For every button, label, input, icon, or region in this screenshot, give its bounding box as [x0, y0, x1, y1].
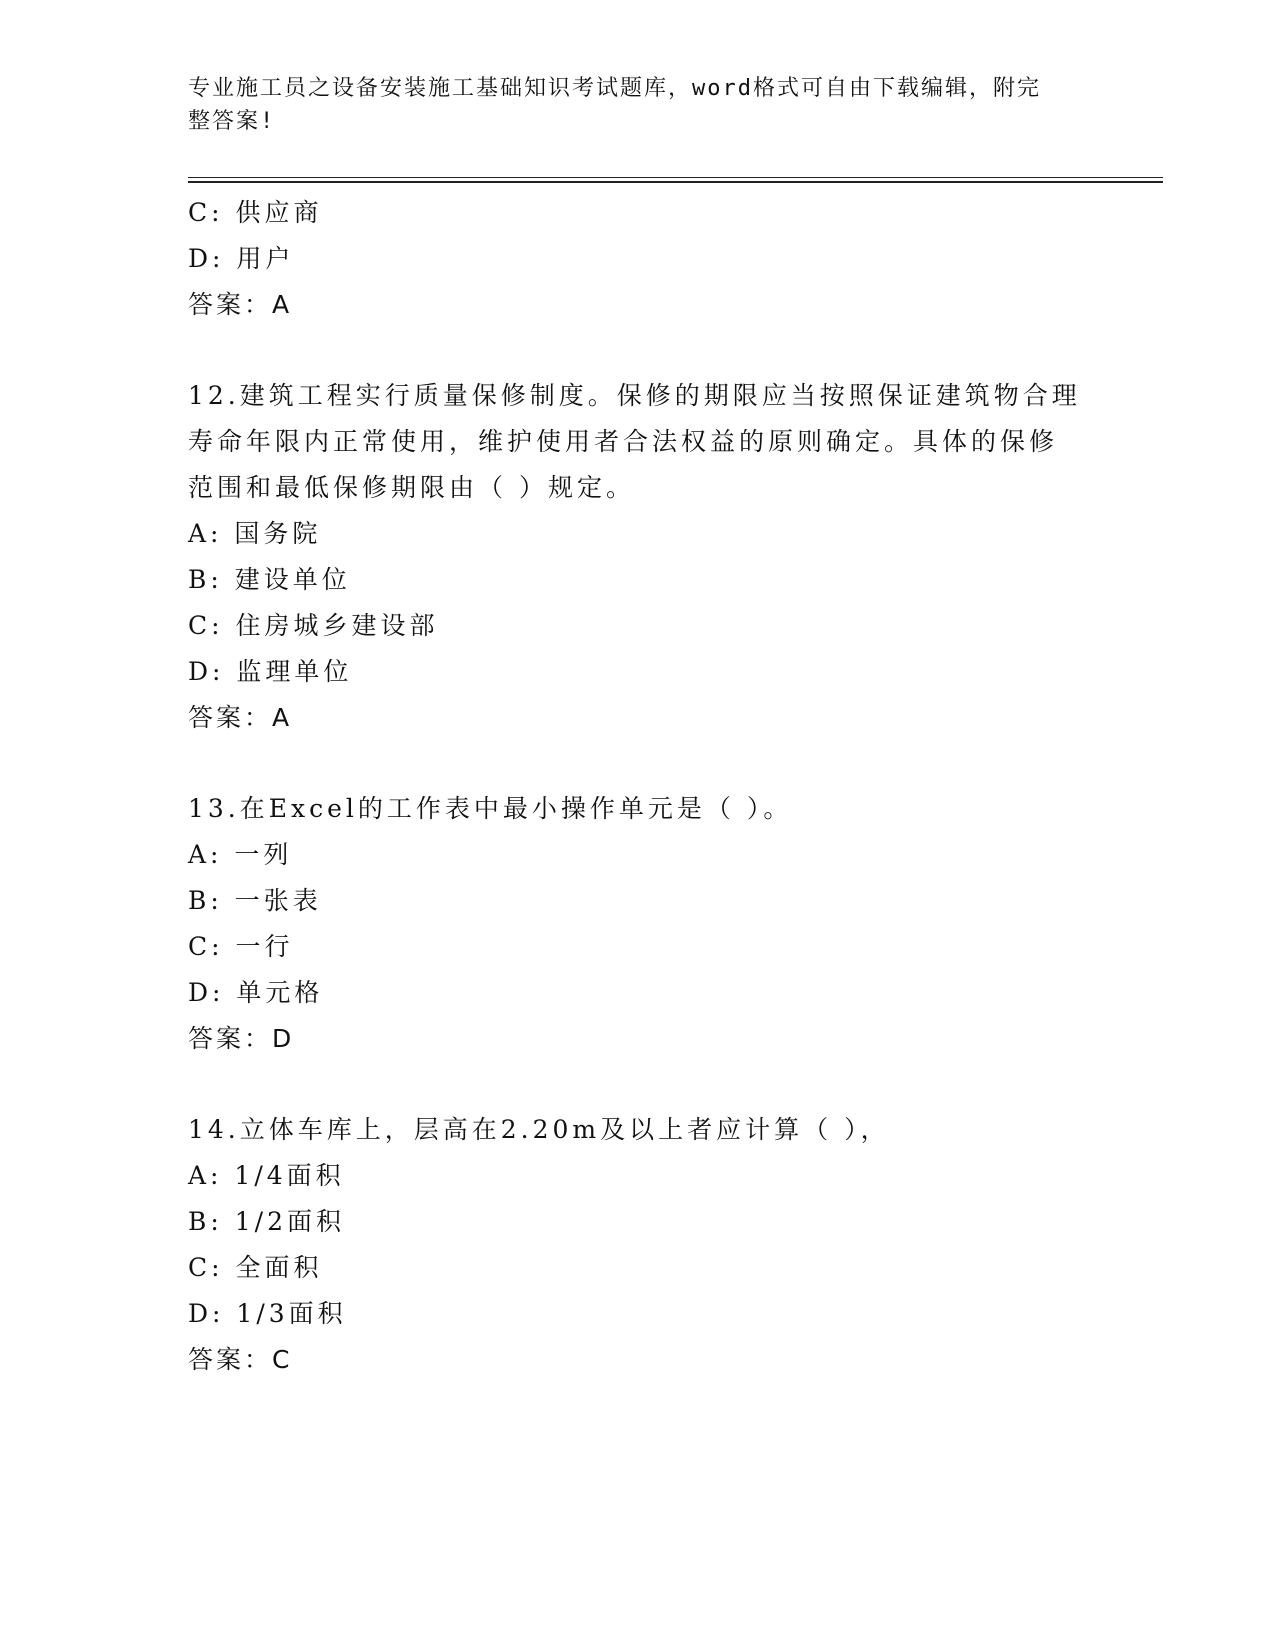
- option-a: A: 1/4面积: [188, 1161, 345, 1190]
- option-d: D: 1/3面积: [188, 1299, 347, 1328]
- spacer: [188, 741, 1088, 786]
- question-14: [188, 1107, 1088, 1383]
- option-a: A: 国务院: [188, 519, 322, 548]
- question-11-tail: [188, 190, 1088, 328]
- header-line-1: 专业施工员之设备安装施工基础知识考试题库，word格式可自由下载编辑，附完: [188, 76, 1041, 101]
- option-d: D: 监理单位: [188, 657, 353, 686]
- answer-line: 答案：C: [188, 1345, 293, 1374]
- document-header: [188, 72, 1068, 138]
- option-b: B: 一张表: [188, 886, 322, 915]
- question-text-line: 12.建筑工程实行质量保修制度。保修的期限应当按照保证建筑物合理: [188, 381, 1081, 410]
- answer-line: 答案：A: [188, 703, 293, 732]
- option-d: D: 单元格: [188, 978, 324, 1007]
- question-text-line: 寿命年限内正常使用，维护使用者合法权益的原则确定。具体的保修: [188, 427, 1059, 456]
- option-c: C: 一行: [188, 932, 294, 961]
- header-line-2: 整答案!: [188, 109, 276, 134]
- question-text-line: 14.立体车库上，层高在2.20m及以上者应计算（ ），: [188, 1115, 890, 1144]
- option-c: C: 供应商: [188, 198, 323, 227]
- header-divider-thick: [188, 181, 1163, 183]
- option-c: C: 住房城乡建设部: [188, 611, 439, 640]
- question-13: [188, 786, 1088, 1062]
- answer-line: 答案：A: [188, 290, 293, 319]
- answer-line: 答案：D: [188, 1024, 295, 1053]
- spacer: [188, 328, 1088, 373]
- question-list: [188, 190, 1088, 1383]
- option-d: D: 用户: [188, 244, 295, 273]
- question-text-line: 13.在Excel的工作表中最小操作单元是（ ）。: [188, 794, 793, 823]
- option-c: C: 全面积: [188, 1253, 323, 1282]
- header-divider-thin: [188, 177, 1163, 178]
- option-a: A: 一列: [188, 840, 293, 869]
- spacer: [188, 1062, 1088, 1107]
- option-b: B: 1/2面积: [188, 1207, 345, 1236]
- question-text-line: 范围和最低保修期限由（ ）规定。: [188, 473, 635, 502]
- option-b: B: 建设单位: [188, 565, 351, 594]
- question-12: [188, 373, 1088, 741]
